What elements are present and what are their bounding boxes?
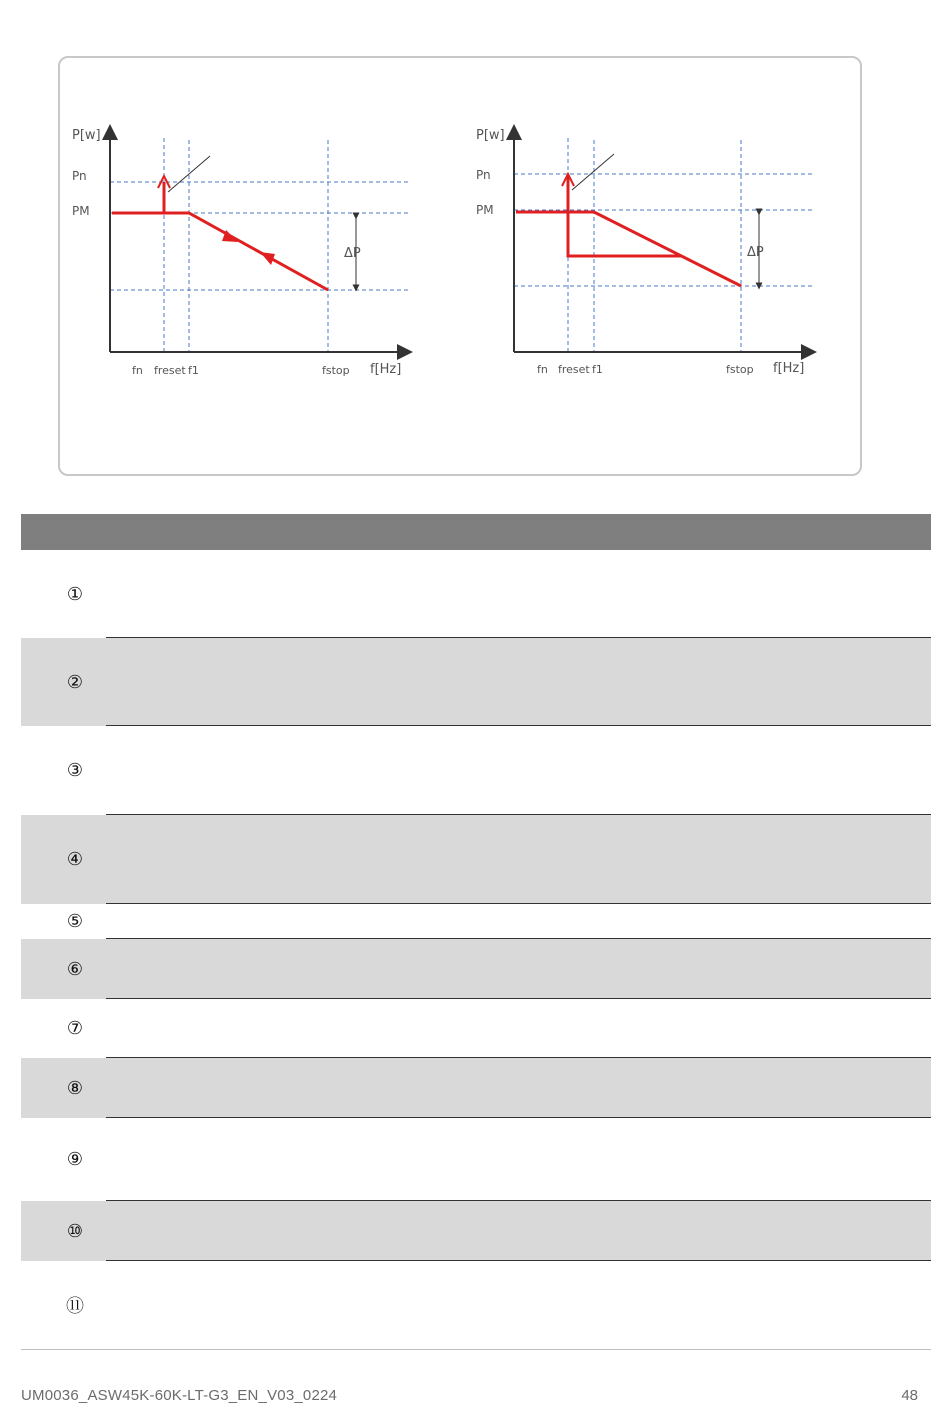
direction-arrow-2 [260,252,275,265]
y-tick-pm: PM [476,203,494,217]
table-row [21,1261,931,1349]
footer-divider [21,1349,931,1350]
power-frequency-diagram-right [464,120,824,390]
y-axis-label: P[w] [476,128,505,143]
delta-p-label: ΔP [747,245,764,260]
power-curve [516,176,741,286]
guide-lines [514,138,814,352]
row-number: ⑦ [66,1018,84,1039]
row-number: ① [66,583,84,605]
table-row [21,1118,931,1201]
document-code: UM0036_ASW45K-60K-LT-G3_EN_V03_0224 [21,1387,338,1404]
row-number: ④ [66,849,84,870]
row-number: ⑪ [66,1296,84,1317]
y-axis-label: P[w] [72,128,101,143]
delta-p-label: ΔP [344,246,361,261]
table-row [21,939,931,999]
power-curve [112,182,328,290]
x-tick-fstop: fstop [726,363,754,376]
row-number: ⑨ [66,1149,84,1170]
x-axis-label: f[Hz] [370,362,402,377]
y-tick-pm: PM [72,204,90,218]
table-row [21,726,931,815]
table-row [21,550,931,638]
x-tick-f1: f1 [592,363,603,376]
table-row [21,638,931,726]
x-tick-freset: freset [558,363,590,376]
row-number: ⑩ [66,1220,84,1242]
y-tick-pn: Pn [476,168,491,182]
row-number: ⑥ [66,958,84,980]
x-tick-f1: f1 [188,364,199,377]
row-number: ② [66,671,84,693]
row-number: ⑧ [66,1077,84,1099]
x-tick-fstop: fstop [322,364,350,377]
x-tick-freset: freset [154,364,186,377]
gradient-indicator [572,154,614,190]
y-tick-pn: Pn [72,169,87,183]
x-tick-fn: fn [537,363,548,376]
power-frequency-diagram-left [60,120,420,390]
table-row [21,999,931,1058]
guide-lines [110,138,410,352]
table-header-bar [21,514,931,550]
x-axis-label: f[Hz] [773,361,805,376]
table-row [21,1201,931,1261]
page-number: 48 [901,1387,918,1404]
row-number: ⑤ [66,911,84,932]
table-row [21,904,931,939]
table-row [21,1058,931,1118]
x-tick-fn: fn [132,364,143,377]
row-number: ③ [66,760,84,781]
table-row [21,815,931,904]
